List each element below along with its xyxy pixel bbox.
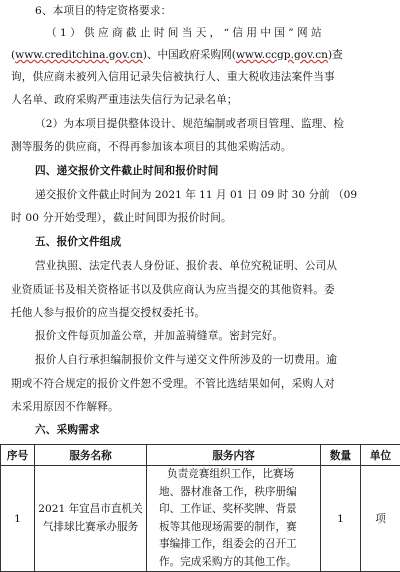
header-seq: 序号 <box>1 445 35 466</box>
paren-text: )、中国政府采购网( <box>143 49 236 61</box>
service-content-line5: 事编排工作，组委会的召开工 <box>159 536 320 554</box>
table-row <box>1 466 400 572</box>
creditchina-link[interactable]: www.creditchina.gov.cn <box>15 49 143 61</box>
section5-p3-line2: 期或不符合规定的报价文件恕不受理。不管比选结果如何，采购人对 <box>11 377 335 391</box>
requirement1-line4: 人名单、政府采购严重违法失信行为记录名单； <box>11 93 238 107</box>
requirement1-line1: （ 1 ） 供 应 商 截 止 时 间 当 天 ， “ 信 用 中 国 ” 网 站 <box>46 26 322 40</box>
section4-line2: 时 00 分开始受理），截止时间即为报价时间。 <box>11 211 232 225</box>
section5-p1-line2: 业资质证书及相关资格证书以及供应商认为应当提交的其他资料。委 <box>11 283 335 297</box>
service-content-line2: 地、器材准备工作，秩序册编 <box>159 484 320 502</box>
requirement2-line2: 测等服务的供应商，不得再参加该本项目的其他采购活动。 <box>11 140 292 154</box>
service-name-line1: 2021 年宜昌市直机关 <box>35 501 146 519</box>
procurement-table <box>0 444 400 572</box>
section5-p1-line1: 营业执照、法定代表人身份证、报价表、单位究税证明、公司从 <box>35 259 337 273</box>
service-content-line4: 板等其他现场需要的制作，赛 <box>159 519 320 537</box>
requirement1-line3: 询，供应商未被列入信用记录失信被执行人、重大税收违法案件当事 <box>11 70 335 84</box>
cell-unit: 项 <box>361 466 400 572</box>
requirement1-line2 <box>11 48 343 62</box>
ccgp-link[interactable]: www.ccgp.gov.cn <box>236 49 328 61</box>
section5-p3-line1: 报价人自行承担编制报价文件与递交文件所涉及的一切费用。逾 <box>35 353 337 367</box>
section5-p3-line3: 未采用原因不作解释。 <box>11 400 119 414</box>
section5-title: 五、报价文件组成 <box>35 235 121 249</box>
section5-p2: 报价文件每页加盖公章，并加盖骑缝章。密封完好。 <box>35 329 283 343</box>
item6-title: 6、本项目的特定资格要求： <box>35 4 171 18</box>
section4-line1: 递交报价文件截止时间为 2021 年 11 月 01 日 09 时 30 分前 （09 <box>35 188 357 202</box>
service-content-line1: 负责竞赛组织工作，比赛场 <box>159 466 320 484</box>
header-service-content: 服务内容 <box>147 445 321 466</box>
table-header-row <box>1 445 400 466</box>
cell-quantity: 1 <box>321 466 361 572</box>
header-unit: 单位 <box>361 445 400 466</box>
paren-close: )查 <box>328 49 343 61</box>
section6-title: 六、采购需求 <box>35 423 100 437</box>
section5-p1-line3: 托他人参与报价的应当提交授权委托书。 <box>11 306 205 320</box>
paren-open: ( <box>11 49 15 61</box>
cell-service-name <box>35 466 147 572</box>
header-quantity: 数量 <box>321 445 361 466</box>
cell-service-content <box>147 466 321 572</box>
cell-seq: 1 <box>1 466 35 572</box>
requirement2-line1: （2）为本项目提供整体设计、规范编制或者项目管理、监理、检 <box>35 117 344 131</box>
service-content-line3: 印、工作证、奖杯奖牌、背景 <box>159 501 320 519</box>
section4-title: 四、递交报价文件截止时间和报价时间 <box>35 164 219 178</box>
header-service-name: 服务名称 <box>35 445 147 466</box>
service-name-line2: 气排球比赛承办服务 <box>35 519 146 537</box>
service-content-line6: 作。完成采购方的其他工作。 <box>159 554 320 572</box>
